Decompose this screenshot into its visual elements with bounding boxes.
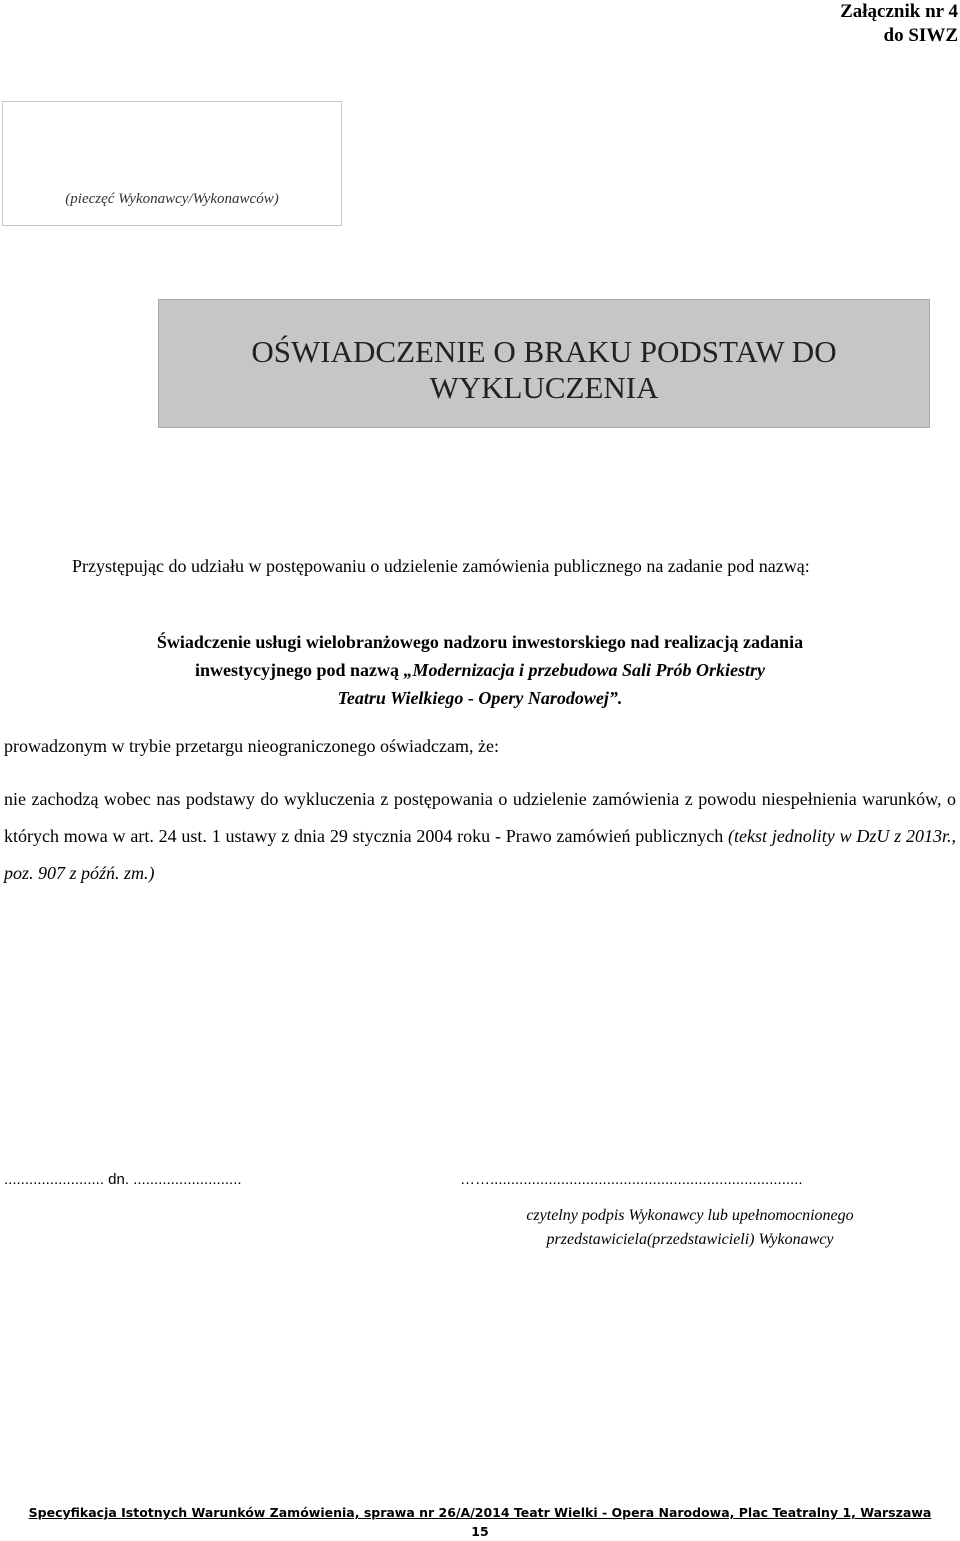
page-number: 15 <box>471 1524 489 1539</box>
signature-field: ……........................................................................... <box>460 1171 803 1188</box>
task-line-1: Świadczenie usługi wielobranżowego nadzoru inwestorskiego nad realizacją zadania <box>156 632 804 652</box>
annex-label <box>840 0 958 48</box>
signature-caption-line-1: czytelny podpis Wykonawcy lub upełnomocnionego <box>526 1207 854 1224</box>
title-line-2: WYKLUCZENIA <box>429 370 659 405</box>
task-line-2-prefix: inwestycyjnego pod nazwą <box>194 660 404 680</box>
annex-line-1: Załącznik nr 4 <box>840 1 958 22</box>
statement-paragraph <box>4 781 956 892</box>
task-line-2 <box>60 656 900 684</box>
statement-text: nie zachodzą wobec nas podstawy do wykluczenia z postępowania o udzielenie zamówienia z powodu niespełnienia warunków, o których mowa w art. 24 ust. 1 ustawy z dnia 29 stycznia 2004 roku - Prawo zamówień publicznych <box>4 789 956 846</box>
statement-legal-reference: (tekst jednolity w DzU z 2013r., poz. 907 z późń. zm.) <box>4 826 956 883</box>
task-name <box>60 628 900 712</box>
intro-paragraph: Przystępując do udziału w postępowaniu o udzielenie zamówienia publicznego na zadanie pod nazwą: <box>72 556 810 576</box>
title-line-1: OŚWIADCZENIE O BRAKU PODSTAW DO <box>251 334 837 369</box>
signature-caption-line-2: przedstawiciela(przedstawicieli) Wykonawcy <box>546 1231 834 1248</box>
date-field: ........................ dn. .......................... <box>4 1171 242 1188</box>
stamp-label: (pieczęć Wykonawcy/Wykonawców) <box>65 191 279 207</box>
footer-text: Specyfikacja Istotnych Warunków Zamówienia, sprawa nr 26/A/2014 Teatr Wielki - Opera Narodowa, Plac Teatralny 1, Warszawa <box>28 1505 932 1520</box>
task-line-3-italic: Teatru Wielkiego - Opery Narodowej”. <box>337 688 623 708</box>
document-title <box>158 334 930 406</box>
page-footer <box>0 1503 960 1541</box>
task-line-3 <box>60 684 900 712</box>
signature-caption <box>465 1204 915 1252</box>
task-line-2-italic: „Modernizacja i przebudowa Sali Prób Orkiestry <box>403 660 766 680</box>
procedure-paragraph: prowadzonym w trybie przetargu nieograniczonego oświadczam, że: <box>4 736 499 756</box>
annex-line-2: do SIWZ <box>883 25 958 46</box>
